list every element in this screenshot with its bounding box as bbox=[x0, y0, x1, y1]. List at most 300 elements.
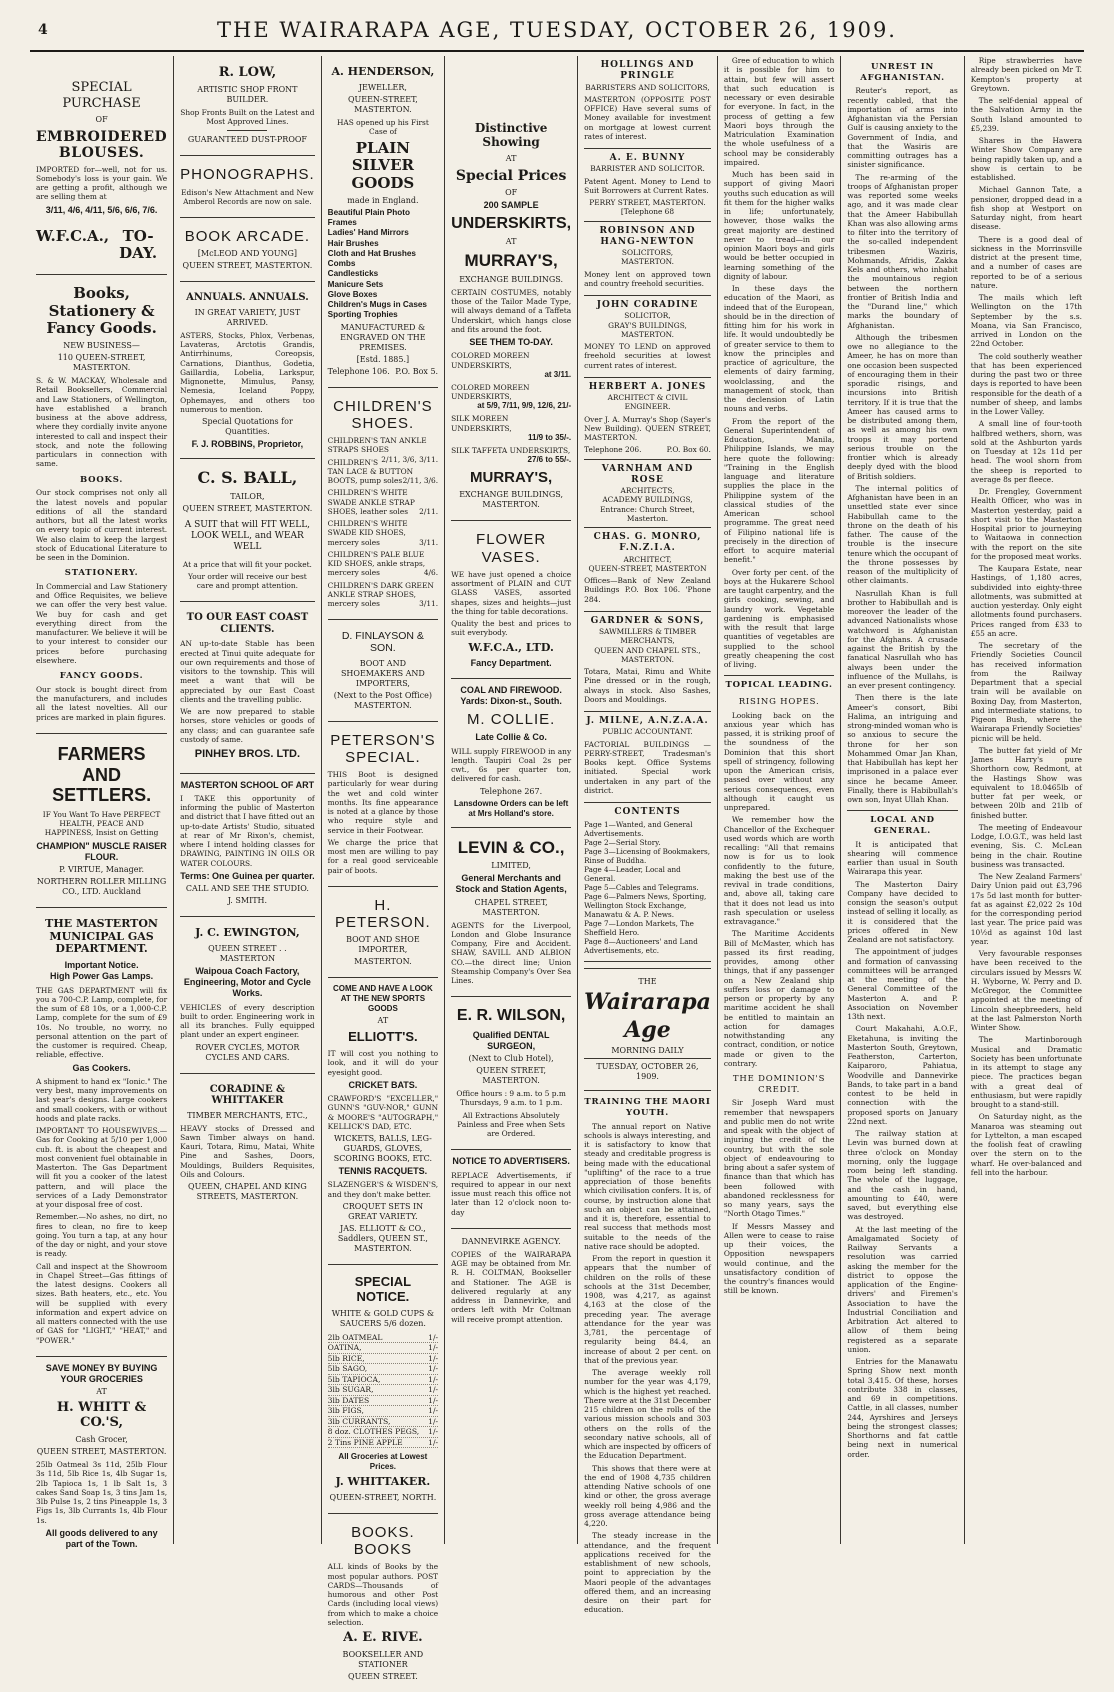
card-coradine-body: MONEY TO LEND on approved freehold securities at lowest current rates of interest. bbox=[584, 342, 711, 370]
newspaper-columns bbox=[30, 56, 1088, 1681]
article-local-cont-p13: The meeting of Endeavour Lodge, I.O.G.T., was held last evening, Sis. C. McLean being in the chair. Routine business was transacted. bbox=[970, 822, 1082, 869]
ad-advertisers bbox=[451, 1150, 571, 1229]
ad-peterson-name: H. PETERSON. bbox=[335, 896, 431, 932]
card-hollings-body: MASTERTON (OPPOSITE POST OFFICE) Have several sums of Money available for investment on mortgage at lowest current rates of interest. bbox=[584, 94, 711, 141]
item-price: 1/- bbox=[428, 1385, 439, 1395]
list-item: Hair Brushes bbox=[327, 238, 379, 248]
ad-art-sign: J. SMITH. bbox=[227, 896, 268, 906]
ad-peterson-special bbox=[328, 722, 438, 887]
ad-wilson-trade: Qualified DENTAL SURGEON, bbox=[472, 1029, 550, 1051]
ad-books-p-stationery: In Commercial and Law Stationery and Office Requisites, we believe we can offer the very best value. We buy for cash and get everything direct from the manufacturer. We believe it will be to your interest to consider our prices before purchasing elsewhere. bbox=[36, 581, 168, 665]
list-item: Combs bbox=[327, 259, 356, 269]
ad-collie-title: COAL AND FIREWOOD. bbox=[460, 684, 562, 695]
article-maori-cont-p3: In these days the education of the Maori, as indeed that of the European, should be in the direction of fitting him for his work in life. It would undoubtedly be of greater service to them to know the principles and practice of agriculture, the elements of dairy farming, woolclassing, and the management of stock, than the declension of Latin nouns and verbs. bbox=[723, 284, 835, 414]
item-name: 5lb TAPIOCA, bbox=[327, 1374, 381, 1384]
card-gardner bbox=[584, 612, 711, 712]
article-unrest-p4: The internal politics of Afghanistan have been in an unsettled state ever since Habibullah came to the throne on the death of his father. The cause of the trouble is the insecure tenure which the occupant of the throne possesses by reason of the multiplicity of other claimants. bbox=[847, 483, 958, 586]
item-price: 1/- bbox=[428, 1395, 439, 1405]
article-maori-title: TRAINING THE MAORI YOUTH. bbox=[584, 1097, 711, 1118]
page-number: 4 bbox=[38, 22, 48, 38]
card-varnham-address: ACADEMY BUILDINGS, Entrance: Church Street, Masterton. bbox=[600, 495, 695, 523]
ad-finlayson-trade: BOOT AND SHOEMAKERS AND IMPORTERS, bbox=[340, 658, 425, 688]
article-unrest-p6: Then there is the late Ameer's consort, Bibi Halima, an intriguing and strong-minded woman who is so anxious to secure the throne for her son Mohammed Omar Jan Khan, that Habibullah has kept her imprisoned in a palace ever since he became Ameer. Finally, there is Habibullah's own son, Inyat Ullah Khan. bbox=[847, 693, 958, 804]
ad-levin-ltd: LIMITED, bbox=[491, 861, 531, 871]
card-coradine bbox=[584, 296, 711, 378]
ad-farmers-product: CHAMPION" MUSCLE RAISER FLOUR. bbox=[36, 840, 167, 862]
ad-notice-list bbox=[328, 1333, 438, 1448]
card-robinson-address: MASTERTON. bbox=[620, 257, 675, 267]
item-price: 2/11, 3/6, 3/11. bbox=[381, 454, 439, 464]
column-8 bbox=[965, 56, 1088, 1544]
ad-collie-yards: Yards: Dixon-st., South. bbox=[460, 695, 562, 706]
card-bunny-trade: BARRISTER AND SOLICITOR. bbox=[590, 164, 705, 174]
item-price: 1/- bbox=[428, 1416, 439, 1426]
item-price: 1/- bbox=[428, 1353, 439, 1363]
article-unrest-p2: The re-arming of the troops of Afghanistan proper was reported some weeks ago, and it was made clear that the Ameer Habibullah Khan was also allowing arms to filter into the territory of the so-called independent tribesmen Waziris, Mohmands, Afridis, Zakka Kels and others, who inhabit the mountainous region between the northern frontier of British India and the "Durand line," which marks the boundary of Afghanistan. bbox=[847, 172, 958, 330]
article-local-p6: At the last meeting of the Amalgamated Society of Railway Servants a resolution was carried asking the member for the district to oppose the application of the Engine-drivers' and Firemen's Association to have the Industrial Conciliation and Arbitration Act altered to allow of them being registered as a separate union. bbox=[847, 1224, 958, 1354]
ad-henderson-made: made in England. bbox=[347, 195, 419, 205]
item-price: 2/11. bbox=[419, 506, 439, 516]
article-local-cont-p7: The cold southerly weather that has been experienced during the past two or three days is reported to have been responsible for the death of a number of sheep, and lambs in the Lower Valley. bbox=[970, 351, 1082, 416]
list-item bbox=[328, 1343, 438, 1353]
ad-vases-body: WE have just opened a choice assortment of PLAIN and CUT GLASS VASES, assorted shapes, sizes and heights—just the thing for table decorations. bbox=[451, 569, 572, 616]
card-robinson-name: ROBINSON AND HANG-NEWTON bbox=[599, 225, 696, 247]
ad-cw-trade: TIMBER MERCHANTS, ETC., bbox=[187, 1110, 308, 1120]
item-name: SILK TAFFETA UNDERSKIRTS, bbox=[451, 445, 571, 455]
ad-levin-name: LEVIN & CO., bbox=[457, 837, 565, 857]
card-robinson bbox=[584, 222, 711, 297]
ad-peterson-special-body2: We charge the price that most men are willing to pay for a real good serviceable pair of boots. bbox=[327, 837, 439, 875]
ad-collie bbox=[451, 679, 571, 828]
list-item bbox=[451, 351, 571, 380]
ad-whitt bbox=[36, 1357, 167, 1559]
ad-books-business: NEW BUSINESS— bbox=[63, 341, 140, 351]
item-name: CHILDREN'S DARK GREEN ANKLE STRAP SHOES, mercery soles bbox=[327, 580, 434, 609]
article-topical-title: TOPICAL LEADING. bbox=[724, 675, 834, 691]
item-name: CHILDREN'S PALE BLUE KID SHOES, ankle straps, mercery soles bbox=[327, 549, 426, 578]
article-credit-p2: If Messrs Massey and Allen were to cease to raise up their voices, the Opposition newspapers would continue, and the unsatisfactory condition of the country's finances would still be known. bbox=[723, 1221, 835, 1296]
item-price: 1/- bbox=[428, 1427, 439, 1437]
ad-levin-body: AGENTS for the Liverpool, London and Globe Insurance Company, Fire and Accident. SHAW, SAVILL AND ALBION CO.—the direct line; Union Steamship Company's Over Sea Lines. bbox=[451, 920, 572, 986]
list-item: Page 3—Licensing of Bookmakers, Rinse of Buddha. bbox=[584, 847, 710, 866]
ad-books-address: 110 QUEEN-STREET, MASTERTON. bbox=[57, 353, 146, 373]
ad-art-terms: Terms: One Guinea per quarter. bbox=[180, 870, 315, 881]
item-price: 2/11, 3/6. bbox=[402, 476, 439, 486]
list-item bbox=[328, 488, 438, 516]
ad-annuals-title: ANNUALS. ANNUALS. bbox=[186, 292, 309, 304]
item-name: COLORED MOREEN UNDERSKIRTS, bbox=[451, 351, 530, 370]
ad-annuals-sub: IN GREAT VARIETY, JUST ARRIVED. bbox=[194, 307, 301, 327]
ad-ball-orders: Your order will receive our best care and prompt attention. bbox=[188, 571, 307, 591]
ad-coradine-whittaker bbox=[180, 1074, 315, 1213]
list-item: Cloth and Hat Brushes bbox=[327, 248, 416, 258]
ad-books-h-fancy: FANCY GOODS. bbox=[59, 671, 144, 682]
ad-annuals-proprietor: F. J. ROBBINS, Proprietor, bbox=[191, 439, 304, 450]
ad-ewington bbox=[180, 917, 315, 1073]
ad-phono-body: Edison's New Attachment and New Amberol Records are now on sale. bbox=[181, 187, 314, 206]
article-maori bbox=[584, 1097, 711, 1614]
ad-levin-address: CHAPEL STREET, MASTERTON. bbox=[474, 897, 548, 917]
list-item bbox=[328, 1396, 438, 1406]
ad-rive-name: A. E. RIVE. bbox=[343, 1630, 423, 1646]
article-local-cont-p14: The New Zealand Farmers' Dairy Union paid out £3,796 17s 5d last month for butter-fat as against £2,022 2s 10d for the corresponding period last year. The price paid was 10½d as against 10d last year. bbox=[970, 872, 1082, 946]
ad-annuals-quote: Special Quotations for Quantities. bbox=[202, 417, 293, 437]
item-name: OATINA, bbox=[327, 1343, 362, 1353]
ad-whitt-at: AT bbox=[96, 1387, 107, 1397]
card-gardner-name: GARDNER & SONS, bbox=[590, 615, 705, 626]
ad-farmers-body: IF You Want To Have PERFECT HEALTH, PEACE AND HAPPINESS, Insist on Getting bbox=[42, 809, 161, 838]
ad-henderson-box: P.O. Box 5. bbox=[395, 366, 439, 376]
card-bunny-name: A. E. BUNNY bbox=[609, 153, 686, 163]
list-item bbox=[451, 383, 571, 412]
article-local-p2: The Masterton Dairy Company have decided to consign the season's output instead of selling it locally, as it is considered that the prices offered in New Zealand are not satisfactory. bbox=[847, 879, 958, 944]
item-name: 2 Tins PINE APPLE bbox=[327, 1437, 403, 1447]
ad-rive-body: ALL kinds of Books by the most popular authors. POST CARDS—Thousands of humorous and other Post Cards (including local views) from which to make a choice selection. bbox=[327, 1562, 439, 1627]
ad-gas bbox=[36, 908, 167, 1357]
item-price: 11/9 to 35/-. bbox=[527, 432, 572, 442]
list-item bbox=[328, 550, 438, 578]
ad-shoes bbox=[328, 388, 438, 621]
article-accidents-p1: The Maritime Accidents Bill of McMaster, which has passed its first reading, provides, among other things, that if any passenger on a New Zealand ship suffers loss or damage to person or property by any maritime accident he shall be entitled to maintain an action for damages notwithstanding any contract, condition, or notice made or given to the contrary. bbox=[723, 929, 835, 1068]
ad-ball-address: QUEEN STREET, MASTERTON. bbox=[182, 503, 313, 513]
ad-coast-name: PINHEY BROS. LTD. bbox=[194, 748, 301, 761]
item-price: 1/- bbox=[428, 1343, 439, 1353]
item-name: 3lb SUGAR, bbox=[327, 1385, 374, 1395]
ad-elliott-headline: COME AND HAVE A LOOK AT THE NEW SPORTS GOODS bbox=[332, 984, 433, 1014]
ad-whitt-delivered: All goods delivered to any part of the Town. bbox=[45, 1527, 158, 1550]
ad-elliott-wickets: WICKETS, BALLS, LEG-GUARDS, GLOVES, SCORING BOOKS, ETC. bbox=[333, 1134, 432, 1164]
ad-rive bbox=[328, 1514, 438, 1692]
article-unrest-p1: Reuter's report, as recently cabled, that the importation of arms into Afghanistan via the Persian Gulf is causing anxiety to the Government of India, and that the Wasiris are committing outrages has a sinister significance. bbox=[847, 86, 958, 170]
ad-gas-lamps: High Power Gas Lamps. bbox=[50, 971, 154, 982]
ad-blouses-of: OF bbox=[95, 114, 108, 124]
ad-peterson-address: MASTERTON. bbox=[354, 957, 412, 967]
ad-ball bbox=[180, 459, 315, 602]
item-price: 1/- bbox=[428, 1364, 439, 1374]
ad-ewington-name: J. C. EWINGTON, bbox=[195, 926, 300, 940]
ad-elliott-name: ELLIOTT'S. bbox=[348, 1029, 418, 1045]
card-jones-body: Over J. A. Murray's Shop (Sayer's New Building). QUEEN STREET, MASTERTON. bbox=[584, 414, 711, 442]
ad-levin bbox=[451, 828, 571, 998]
ad-farmers-title: FARMERS AND SETTLERS. bbox=[52, 743, 152, 806]
card-jones-name: HERBERT A. JONES bbox=[588, 381, 707, 392]
ad-notice-footer: All Groceries at Lowest Prices. bbox=[338, 1452, 428, 1472]
article-credit-title: THE DOMINION'S CREDIT. bbox=[732, 1074, 826, 1095]
list-item bbox=[328, 581, 438, 609]
ad-murray-sign: MURRAY'S, bbox=[470, 469, 553, 487]
list-item bbox=[328, 1333, 438, 1343]
list-item bbox=[328, 1438, 438, 1448]
item-price: 27/6 to 55/-. bbox=[527, 455, 572, 465]
article-local-p7: Entries for the Manawatu Spring Show next month total 3,415. Of these, horses contribute 338 in classes, and 69 in competitions. Cattle, in all classes, number 244, Ayrshires and Jerseys being the strongest classes; Shorthorns and fat cattle being next in numerical order. bbox=[847, 1357, 958, 1459]
paper-masthead bbox=[584, 968, 711, 1091]
page-header bbox=[30, 10, 1084, 52]
list-item: Page 6—Palmers News, Sporting, Wellington Stock Exchange, Manawatu & A. P. News. bbox=[584, 892, 707, 920]
item-name: CHILDREN'S WHITE SWADE ANKLE STRAP SHOES, leather soles bbox=[327, 488, 415, 516]
card-jones-phone: Telephone 206. bbox=[584, 445, 642, 455]
item-name: SILK MOREEN UNDERSKIRTS, bbox=[451, 414, 512, 433]
ad-murray-sign-address: EXCHANGE BUILDINGS, MASTERTON. bbox=[459, 490, 564, 510]
ad-murray-list bbox=[451, 351, 571, 465]
ad-gas-notice: Important Notice. bbox=[64, 960, 139, 971]
paper-sub: MORNING DAILY bbox=[611, 1046, 684, 1056]
ad-murray-address: EXCHANGE BUILDINGS. bbox=[459, 274, 564, 284]
card-bunny bbox=[584, 149, 711, 222]
ad-notice-title: SPECIAL NOTICE. bbox=[354, 1273, 412, 1304]
ad-henderson-address: QUEEN-STREET, MASTERTON. bbox=[347, 94, 418, 114]
ad-whitt-sub: Cash Grocer, bbox=[75, 1435, 128, 1445]
contents-title: CONTENTS bbox=[614, 807, 681, 817]
ad-henderson-name: A. HENDERSON, bbox=[331, 65, 435, 78]
article-topical-sub: RISING HOPES. bbox=[738, 696, 820, 707]
list-item: Glove Boxes bbox=[327, 289, 378, 299]
ad-gas-body: THE GAS DEPARTMENT will fix you a 700-C.P. Lamp, complete, for the sum of £8 10s, or a 1,000-C.P. Lamp, complete for the sum of £9 10s. No trouble, no worry, no personal attention on the part of the customer is required. Cheap, reliable, effective. bbox=[36, 985, 168, 1060]
article-local-cont-p4: Michael Gannon Tate, a pensioner, dropped dead in a fish shop at Westport on Saturday night, from heart disease. bbox=[970, 185, 1082, 232]
article-maori-p4: This shows that there were at the end of 1908 4,735 children attending Native schools of one kind or other, the gross average weekly roll being 4,986 and the gross average attendance being 4,220. bbox=[584, 1463, 711, 1528]
ad-phono-title: PHONOGRAPHS. bbox=[180, 166, 315, 184]
ad-elliott-cricket: CRICKET BATS. bbox=[348, 1079, 418, 1090]
article-local-p3: The appointment of judges and formation of canvassing committees will be arranged at the meeting of the General Committee of the Masterton A. and P. Association on November 13th next. bbox=[847, 947, 958, 1021]
ad-rive-title: BOOKS. BOOKS bbox=[351, 1523, 415, 1559]
column-4 bbox=[445, 56, 578, 1544]
card-varnham-trade: ARCHITECTS, bbox=[620, 486, 675, 495]
ad-elliott-tennis-body: SLAZENGER'S & WISDEN'S, and they don't make better. bbox=[327, 1180, 439, 1199]
ad-books-title: Books, Stationery & Fancy Goods. bbox=[46, 284, 157, 337]
ad-whitt-name: H. WHITT & CO.'S, bbox=[56, 1400, 147, 1431]
ad-dannevirke-title: DANNEVIRKE AGENCY. bbox=[461, 1236, 561, 1246]
contents-list bbox=[584, 820, 711, 955]
ad-elliott-croquet: CROQUET SETS IN GREAT VARIETY. bbox=[342, 1201, 424, 1221]
ad-henderson-items bbox=[328, 208, 438, 321]
ad-wilson-extract: All Extractions Absolutely Painless and Free when Sets are Ordered. bbox=[457, 1110, 565, 1139]
list-item bbox=[328, 1406, 438, 1416]
ad-murray-at: AT bbox=[505, 153, 517, 163]
ad-elliott-cricket-body: CRAWFORD'S "EXCELLER," GUNN'S "GUV-NOR," GUNN & MOORE'S "AUTOGRAPH," KELLICK'S DAD, ETC. bbox=[327, 1094, 439, 1131]
ad-finlayson bbox=[328, 620, 438, 721]
card-gardner-trade: SAWMILLERS & TIMBER MERCHANTS, bbox=[598, 627, 697, 646]
article-local-cont-p8: A small line of four-tooth halfbred wethers, shorn, was sold at the Ashburton yards on Tuesday at 12s 11d per head. The wool shorn from the sheep is reported to average 8s per fleece. bbox=[970, 419, 1082, 484]
ad-henderson-trade: JEWELLER, bbox=[358, 82, 407, 92]
item-price: 4/6. bbox=[423, 568, 439, 578]
ad-murray-of: OF bbox=[505, 187, 518, 197]
article-local-cont-p3: Shares in the Hawera Winter Show Company are being rapidly taken up, and a show is certain to be established. bbox=[970, 136, 1082, 182]
item-price: 3/11. bbox=[419, 537, 439, 547]
ad-gas-p-cookers: A shipment to hand ex "Ionic." The very best, many improvements on last year's designs. Large cookers and small cookers, with or without hoods and plate racks. bbox=[36, 1076, 168, 1123]
ad-ewington-rover: ROVER CYCLES, MOTOR CYCLES AND CARS. bbox=[195, 1042, 300, 1062]
list-item bbox=[328, 1417, 438, 1427]
list-item bbox=[328, 1385, 438, 1395]
ad-vases-body2: Quality the best and prices to suit everybody. bbox=[451, 619, 572, 638]
ad-art bbox=[180, 774, 315, 918]
list-item bbox=[328, 1364, 438, 1374]
ad-dannevirke bbox=[451, 1229, 571, 1335]
ad-henderson-goods: PLAIN SILVER GOODS bbox=[351, 139, 415, 192]
article-unrest-title: UNREST IN AFGHANISTAN. bbox=[860, 62, 945, 83]
article-maori-cont-p5: Over forty per cent. of the boys at the Hukarere School are taught carpentry, and the girls cooking, sewing, and laundry work. Vegetable gardening is emphasised with the result that large quantities of vegetables are supplied to the school greatly cheapening the cost of living. bbox=[723, 567, 835, 669]
article-local-cont-p15: Very favourable responses have been received to the circulars issued by Messrs W. H. Wyborne, W. Perry and D. McGregor, the Committee appointed at the meeting of Lincoln sheepbreeders, held at the last Palmerston North Winter Show. bbox=[970, 949, 1082, 1032]
list-item: Sporting Trophies bbox=[327, 310, 398, 320]
ad-arcade-address: QUEEN STREET, MASTERTON. bbox=[182, 261, 313, 271]
ad-vases-title: FLOWER VASES. bbox=[476, 531, 547, 566]
ad-henderson-footer: MANUFACTURED & ENGRAVED ON THE PREMISES. bbox=[340, 322, 426, 352]
article-local-cont-p16: The Martinborough Musical and Dramatic Society has been unfortunate in its attempt to stage any piece. The practices began with a great deal of enthusiasm, but were rapidly brought to a stand-still. bbox=[970, 1035, 1082, 1109]
card-milne bbox=[584, 712, 711, 803]
ad-farmers-manager: P. VIRTUE, Manager. bbox=[59, 865, 145, 875]
ad-low-tag: ARTISTIC SHOP FRONT BUILDER. bbox=[197, 84, 298, 104]
item-name: COLORED MOREEN UNDERSKIRTS, bbox=[451, 382, 530, 402]
ad-coast bbox=[180, 602, 315, 773]
ad-ewington-address: QUEEN STREET . . MASTERTON bbox=[208, 943, 287, 963]
ad-murray-title2: Special Prices bbox=[455, 167, 567, 184]
ad-vases-sign: W.F.C.A., LTD. bbox=[468, 640, 554, 654]
ad-books-intro: S. & W. MACKAY, Wholesale and Retail Booksellers, Commercial and Law Stationers, of Wellington, have established a branch business at the above address, where they cordially invite anyone interested to call and inspect their stock, and note the following particulars in connection with same. bbox=[36, 376, 168, 469]
item-price: 1/- bbox=[428, 1437, 439, 1447]
ad-murray-at2: AT bbox=[505, 237, 517, 247]
ad-books-h-books: BOOKS. bbox=[80, 474, 124, 485]
column-1 bbox=[30, 56, 174, 1550]
item-price: at 5/9, 7/11, 9/9, 12/6, 21/- bbox=[477, 401, 572, 411]
ad-henderson-phone: Telephone 106. bbox=[327, 366, 390, 376]
ad-murray-body: CERTAIN COSTUMES, notably those of the Tailor Made Type, will always demand of a Taffeta Underskirt, which hangs close and fits around the foot. bbox=[451, 287, 572, 334]
card-monro-body: Offices—Bank of New Zealand Buildings P.O. Box 106. 'Phone 284. bbox=[584, 576, 711, 604]
ad-murray-title3: UNDERSKIRTS, bbox=[451, 214, 572, 232]
article-maori-p5: The steady increase in the attendance, and the frequent applications received for the establishment of new schools, point to appreciation by the Maori people of the advantages offered them, and an increasing desire on their part for education. bbox=[584, 1531, 711, 1615]
ad-elliott bbox=[328, 978, 438, 1265]
ad-ewington-body: VEHICLES of every description built to order. Engineering work in all its branches. Fully equipped plant under an expert engineer. bbox=[180, 1002, 315, 1040]
item-price: 1/- bbox=[428, 1406, 439, 1416]
ad-gas-call: Call and inspect at the Showroom in Chapel Street—Gas fittings of the latest designs. Cookers all sizes. Bath heaters, etc., etc. You will be supplied with every information and expert advice on all matters connected with the use of GAS for "LIGHT," "HEAT," and "POWER." bbox=[36, 1261, 168, 1345]
card-jones bbox=[584, 378, 711, 460]
card-robinson-trade: SOLICITORS, bbox=[621, 248, 674, 257]
ad-coast-title: TO OUR EAST COAST CLIENTS. bbox=[186, 612, 309, 635]
item-price: 1/- bbox=[428, 1332, 439, 1342]
ad-phono bbox=[180, 156, 315, 218]
masthead-title: THE WAIRARAPA AGE, TUESDAY, OCTOBER 26, 1909. bbox=[217, 18, 897, 42]
article-local-cont-p12: The butter fat yield of Mr James Harry's pure Shorthorn cow, Redmont, at the Hastings Show was equivalent to 18.0465lb of butter fat per week, or between 20lb and 21lb of finished butter. bbox=[970, 745, 1082, 820]
ad-gas-h-cookers: Gas Cookers. bbox=[72, 1062, 131, 1073]
ad-murray-sample: 200 SAMPLE bbox=[483, 199, 539, 210]
item-name: 5lb RICE, bbox=[327, 1353, 365, 1363]
ad-books-p-books: Our stock comprises not only all the latest novels and popular editions of all the standard authors, but all the latest works on every topic of current interest. We also claim to keep the largest stock of Educational Literature to be seen in the Dominion. bbox=[36, 488, 168, 563]
ad-ball-price: At a price that will fit your pocket. bbox=[182, 559, 312, 569]
ad-collie-late: Late Collie & Co. bbox=[475, 732, 547, 743]
paper-the: THE bbox=[638, 977, 657, 987]
list-item: Candlesticks bbox=[327, 269, 379, 279]
list-item: Page 2—Serial Story. bbox=[584, 838, 661, 848]
item-name: CHILDREN'S WHITE SWADE KID SHOES, mercery soles bbox=[327, 519, 408, 547]
article-local-cont-p1: Ripe strawberries have already been picked on Mr T. Kempton's property at Greytown. bbox=[970, 56, 1082, 93]
article-local-cont-p11: The secretary of the Friendly Societies Council has received information from the Railway Department that a special train will be available on Boxing Day, from Masterton, and intermediate stations, to Pigeon Bush, where the Wairarapa Friendly Societies' picnic will be held. bbox=[970, 641, 1082, 743]
ad-blouses-shop: W.F.C.A., bbox=[36, 226, 110, 245]
ad-whitt-address: QUEEN STREET, MASTERTON. bbox=[36, 1447, 167, 1457]
ad-shoes-title: CHILDREN'S SHOES. bbox=[333, 397, 433, 432]
ad-ewington-works: Waipoua Coach Factory, Engineering, Motor and Cycle Works. bbox=[183, 965, 311, 999]
ad-arcade-title: BOOK ARCADE. bbox=[184, 228, 311, 246]
article-maori-cont-p4: From the report of the General Superintendent of Education, Manila, Philippine Islands, we may here quote the following: "Training in the English language and literature supplies the place in the Philippine system of the classical studies of the American school programme. The great need of Filipino national life is precisely in the direction of effort to acquire material benefit." bbox=[723, 416, 835, 565]
list-item bbox=[451, 446, 571, 465]
item-name: CHILDREN'S TAN LACE & BUTTON BOOTS, pump soles bbox=[327, 457, 414, 486]
article-maori-p2: From the report in question it appears that the number of children on the rolls of these schools at the 31st December, 1908, was 4,217, as against 4,163 at the close of the preceding year. The average attendance for the year was 3,781, the percentage of regularity being 84.4, an increase of about 2 per cent. on that of the previous year. bbox=[584, 1254, 711, 1365]
list-item: Page 5—Cables and Telegrams. bbox=[584, 883, 699, 893]
article-local-p1: It is anticipated that shearing will commence earlier than usual in South Wairarapa this year. bbox=[847, 839, 958, 877]
ad-collie-orders: Lansdowne Orders can be left at Mrs Holland's store. bbox=[453, 798, 569, 818]
card-robinson-body: Money lent on approved town and country freehold securities. bbox=[584, 269, 711, 288]
article-unrest-p5: Nasrullah Khan is full brother to Habibullah and is moreover the leader of the advanced Nationalists whose watchword is Afghanistan for the Afghans. A crusade against the British by the fanatical Nasrullah who has always been under the influence of the Mullahs, is an ever present contingency. bbox=[847, 588, 958, 690]
ad-blouses bbox=[36, 56, 167, 275]
item-price: 3/11. bbox=[419, 599, 439, 609]
ad-art-body: I TAKE this opportunity of informing the public of Masterton and district that I have fitted out an up-to-date Artists' Studio, situated at rear of Mr Rixon's, chemist, where I intend holding classes for DRAWING, PAINTING IN OILS OR WATER COLOURS. bbox=[180, 793, 315, 868]
list-item bbox=[451, 414, 571, 443]
card-monro-address: QUEEN-STREET, MASTERTON bbox=[588, 563, 707, 573]
ad-henderson bbox=[328, 56, 438, 388]
ad-blouses-body: IMPORTED for—well, not for us. Somebody's loss is your gain. We are getting a profit, although we are selling them at bbox=[36, 164, 168, 202]
article-local-p5: The railway station at Levin was burned down at three o'clock on Monday morning, only the luggage room being left standing. The whole of the luggage, and the cash in hand, amounting to £40, were saved, but everything else was destroyed. bbox=[847, 1129, 958, 1222]
ad-murray-title1: Distinctive Showing bbox=[474, 121, 548, 149]
ad-advertisers-body: REPLACE Advertisements, if required to appear in our next issue must reach this office not later than 12 o'clock noon to-day bbox=[451, 1170, 572, 1217]
ad-low-guarantee: GUARANTEED DUST-PROOF bbox=[187, 135, 307, 145]
ad-wilson bbox=[451, 997, 571, 1150]
article-topical-p1: Looking back on the anxious year which has passed, it is striking proof of the soundness of the Dominion that this short spell of stringency, following upon the American crisis, passed over without any serious consequences, even although it caught us unprepared. bbox=[723, 710, 835, 812]
ad-books-p-fancy: Our stock is bought direct from the manufacturers, and includes all the latest novelties. All our prices are marked in plain figures. bbox=[36, 684, 168, 722]
article-local-cont-p6: The mails which left Wellington on the 17th September by the s.s. Moana, via San Francisco, arrived in London on the 22nd October. bbox=[970, 293, 1082, 349]
ad-murray-name: MURRAY'S, bbox=[464, 251, 558, 271]
ad-dannevirke-body: COPIES of the WAIRARAPA AGE may be obtained from Mr. R. H. COLTMAN, Bookseller and Stationer. The AGE is delivered regularly at any address in Dannevirke, and orders left with Mr Coltman will receive prompt attention. bbox=[451, 1249, 572, 1324]
ad-ball-trade: TAILOR, bbox=[230, 491, 265, 501]
paper-date: TUESDAY, OCTOBER 26, 1909. bbox=[584, 1058, 711, 1082]
card-hollings-trade: BARRISTERS AND SOLICITORS, bbox=[585, 82, 710, 92]
ad-wilson-address: QUEEN STREET, MASTERTON. bbox=[476, 1066, 546, 1086]
ad-henderson-intro: HAS opened up his First Case of bbox=[336, 117, 429, 136]
ad-ball-name: C. S. BALL, bbox=[197, 468, 298, 488]
article-local-title: LOCAL AND GENERAL. bbox=[847, 810, 957, 836]
ad-peterson-special-title: PETERSON'S SPECIAL. bbox=[330, 731, 436, 766]
ad-peterson-trade: BOOT AND SHOE IMPORTER, bbox=[346, 935, 420, 955]
item-name: 5lb SAGO, bbox=[327, 1364, 368, 1374]
list-item: Page 4—Leader, Local and General. bbox=[584, 865, 681, 884]
article-maori-p3: The average weekly roll number for the year was 4,179, which is the highest yet reached. There were at the 31st December 215 children on the rolls of the various mission schools and 303 others on the rolls of the secondary native schools, all of which are inspected by officers of the Education Department. bbox=[584, 1368, 711, 1461]
article-maori-cont-p2: Much has been said in support of giving Maori youths such education as will fit them for the higher walks in life; unfortunately, however, those walks the great majority are destined never to tread—in our opinion Maori boys and girls would be better occupied in learning something of the dignity of labour. bbox=[723, 170, 835, 281]
ad-coast-body: AN up-to-date Stable has been erected at Tinui quite adequate for our own requirements and those of visitors to the township. This will meet a want that will be appreciated by our East Coast clients and the travelling public. bbox=[180, 639, 315, 704]
ad-blouses-title: EMBROIDERED BLOUSES. bbox=[36, 128, 168, 161]
list-item: Manicure Sets bbox=[327, 279, 384, 289]
article-local-cont-p10: The Kaupara Estate, near Hastings, of 1,180 acres, subdivided into eighty-three allotments, was submitted at auction yesterday. Only eight allotments found purchasers. Prices ranged from £33 to £55 an acre. bbox=[970, 564, 1082, 638]
ad-gas-important: IMPORTANT TO HOUSEWIVES.—Gas for Cooking at 5/10 per 1,000 cub. ft. is about the cheapest and most convenient fuel obtainable in Masterton. The Gas Department will fit you a cooker of the latest pattern, and will place the services of a Lady Demonstrator at your disposal free of cost. bbox=[36, 1126, 168, 1210]
ad-books-h-stationery: STATIONERY. bbox=[64, 568, 139, 579]
ad-finlayson-name: D. FINLAYSON & SON. bbox=[341, 630, 424, 655]
card-coradine-trade: SOLICITOR, bbox=[624, 311, 671, 321]
card-hollings-name: HOLLINGS AND PRINGLE bbox=[600, 60, 695, 82]
column-6 bbox=[718, 56, 841, 1544]
article-local-p4: Court Makahahi, A.O.F., Eketahuna, is inviting the Masterton South, Greytown, Featherston, Carterton, Kaiparoro, Pahiatua, Woodville and Dannevirke Bands, to take part in a band contest to be held in connection with the proposed sports on January 22nd next. bbox=[847, 1024, 958, 1126]
ad-notice-address: QUEEN-STREET, NORTH. bbox=[329, 1492, 437, 1502]
ad-wilson-name: E. R. WILSON, bbox=[456, 1007, 566, 1025]
item-name: 3lb DATES bbox=[327, 1395, 370, 1405]
list-item bbox=[328, 1375, 438, 1385]
ad-gas-title: THE MASTERTON MUNICIPAL GAS DEPARTMENT. bbox=[45, 917, 158, 956]
ad-henderson-estd: [Estd. 1885.] bbox=[356, 354, 410, 364]
ad-art-title: MASTERTON SCHOOL OF ART bbox=[180, 779, 315, 790]
article-local-cont-p5: There is a good deal of sickness in the Morrinsville district at the present time, and a number of cases are reported to be of a serious nature. bbox=[970, 234, 1082, 290]
card-monro-name: CHAS. G. MONRO, F.N.Z.I.A. bbox=[593, 532, 702, 554]
ad-advertisers-title: NOTICE TO ADVERTISERS. bbox=[452, 1156, 570, 1167]
ad-peterson bbox=[328, 887, 438, 979]
card-jones-box: P.O. Box 60. bbox=[666, 445, 711, 455]
column-7 bbox=[841, 56, 964, 1544]
ad-books bbox=[36, 275, 167, 733]
ad-low bbox=[180, 56, 315, 156]
ad-murray-see: SEE THEM TO-DAY. bbox=[469, 337, 553, 348]
article-credit-p1: Sir Joseph Ward must remember that newspapers and public men do not write and speak with the object of injuring the credit of the country, but with the sole object of endeavouring to bring about a safer system of finance than that which has been followed with abandoned recklessness for so many years, says the "North Otago Times." bbox=[723, 1098, 835, 1219]
